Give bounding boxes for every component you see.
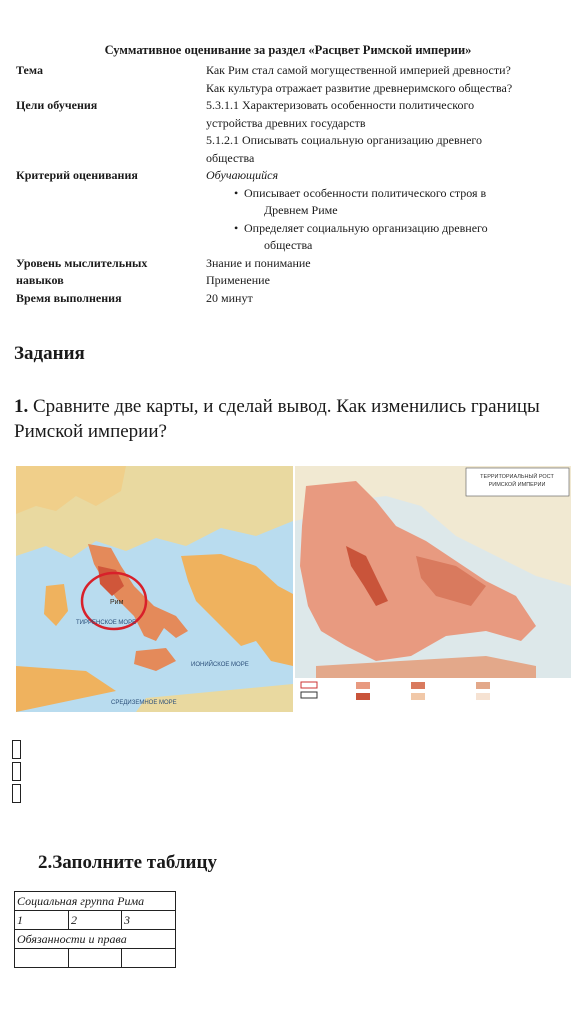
goal-line: общества [206, 150, 255, 165]
time-value: 20 минут [206, 290, 253, 305]
table-cell[interactable]: 2 [69, 911, 122, 930]
criteria-list [206, 185, 576, 255]
topic-value [206, 62, 576, 97]
criteria-row [16, 167, 576, 255]
tyrrhenian-label: ТИРРЕНСКОЕ МОРЕ [76, 620, 137, 626]
table-header-social-group: Социальная группа Рима [15, 892, 176, 911]
goals-label: Цели обучения [16, 98, 98, 112]
thinking-value [206, 255, 576, 290]
question-1-text: Сравните две карты, и сделай вывод. Как изменились границы Римской империи? [14, 396, 540, 442]
criteria-level: Обучающийся [206, 168, 279, 182]
question-2: 2.Заполните таблицу [38, 852, 217, 873]
answer-checkboxes [12, 740, 21, 806]
right-map-title-line: ТЕРРИТОРИАЛЬНЫЙ РОСТ [480, 474, 554, 480]
table-header-duties: Обязанности и права [15, 930, 176, 949]
topic-label: Тема [16, 63, 43, 77]
social-group-table [14, 891, 176, 968]
criteria-item-line: Древнем Риме [264, 203, 338, 217]
tasks-title: Задания [14, 343, 85, 364]
question-1-number: 1. [14, 396, 29, 417]
legend-swatch [356, 682, 370, 689]
thinking-label-line: Уровень мыслительных [16, 255, 148, 270]
thinking-label-line: навыков [16, 273, 64, 287]
thinking-label [16, 255, 204, 290]
table-row [15, 949, 176, 968]
ionian-label: ИОНИЙСКОЕ МОРЕ [191, 662, 249, 668]
criteria-value [206, 167, 576, 255]
goals-value [206, 97, 576, 167]
table-cell[interactable] [69, 949, 122, 968]
table-cell[interactable]: 3 [122, 911, 176, 930]
answer-checkbox[interactable] [12, 784, 21, 803]
mediterranean-label: СРЕДИЗЕМНОЕ МОРЕ [111, 700, 177, 706]
goals-row [16, 97, 576, 167]
right-map-legend [295, 678, 571, 712]
table-row [15, 911, 176, 930]
rome-label: Рим [110, 599, 124, 606]
map-left [16, 466, 293, 712]
time-label: Время выполнения [16, 290, 122, 305]
answer-checkbox[interactable] [12, 740, 21, 759]
topic-line: Как Рим стал самой могущественной империей древности? [206, 63, 511, 77]
goal-line: 5.1.2.1 Описывать социальную организацию древнего [206, 133, 483, 147]
criteria-item [234, 220, 576, 255]
criteria-item-line: общества [264, 238, 313, 252]
answer-checkbox[interactable] [12, 762, 21, 781]
thinking-level: Применение [206, 273, 270, 287]
thinking-row [16, 255, 576, 290]
table-cell[interactable] [122, 949, 176, 968]
goal-line: устройства древних государств [206, 115, 366, 130]
assessment-info [16, 62, 576, 307]
legend-swatch [411, 693, 425, 700]
time-row [16, 290, 576, 308]
thinking-level: Знание и понимание [206, 255, 311, 270]
topic-row [16, 62, 576, 97]
criteria-label: Критерий оценивания [16, 168, 138, 182]
table-row [15, 892, 176, 911]
goal-line: 5.3.1.1 Характеризовать особенности политического [206, 98, 475, 112]
criteria-item [234, 185, 576, 220]
legend-swatch [476, 682, 490, 689]
legend-swatch [411, 682, 425, 689]
map-right [295, 466, 571, 712]
table-row [15, 930, 176, 949]
criteria-item-line: Описывает особенности политического строя в [244, 185, 487, 200]
topic-line: Как культура отражает развитие древнеримского общества? [206, 80, 513, 95]
legend-swatch [476, 693, 490, 700]
question-1 [14, 394, 554, 444]
assessment-heading: Суммативное оценивание за раздел «Расцвет Римской империи» [104, 43, 472, 57]
maps-image [16, 466, 571, 712]
legend-swatch [356, 693, 370, 700]
table-cell[interactable]: 1 [15, 911, 69, 930]
right-map-title-line: РИМСКОЙ ИМПЕРИИ [488, 482, 546, 488]
table-cell[interactable] [15, 949, 69, 968]
criteria-item-line: Определяет социальную организацию древнего [244, 220, 488, 235]
